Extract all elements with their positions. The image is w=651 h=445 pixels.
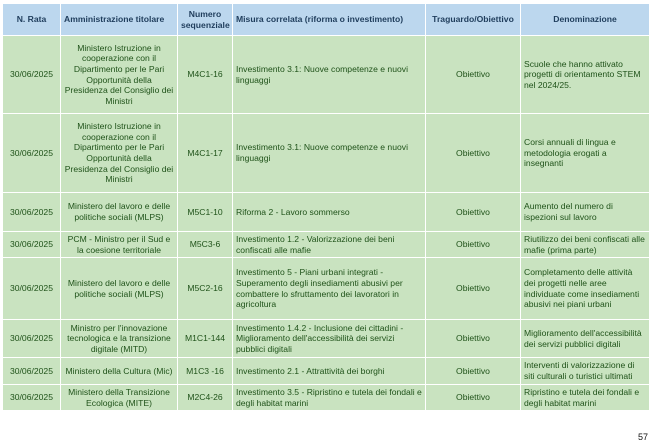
cell-numero: M1C1-144: [178, 320, 233, 358]
cell-numero: M2C4-26: [178, 385, 233, 411]
cell-traguardo: Obiettivo: [426, 114, 521, 193]
cell-amministrazione: Ministero della Transizione Ecologica (MITE): [61, 385, 178, 411]
cell-amministrazione: Ministero del lavoro e delle politiche sociali (MLPS): [61, 193, 178, 232]
cell-denominazione: Corsi annuali di lingua e metodologia erogati a insegnanti: [521, 114, 650, 193]
cell-misura: Riforma 2 - Lavoro sommerso: [233, 193, 426, 232]
cell-traguardo: Obiettivo: [426, 193, 521, 232]
cell-traguardo: Obiettivo: [426, 385, 521, 411]
cell-traguardo: Obiettivo: [426, 320, 521, 358]
cell-numero: M5C2-16: [178, 258, 233, 320]
cell-misura: Investimento 2.1 - Attrattività dei borghi: [233, 358, 426, 385]
cell-numero: M4C1-17: [178, 114, 233, 193]
header-traguardo: Traguardo/Obiettivo: [426, 4, 521, 36]
cell-rata: 30/06/2025: [3, 320, 61, 358]
table-row: [3, 193, 650, 232]
cell-misura: Investimento 3.5 - Ripristino e tutela dei fondali e degli habitat marini: [233, 385, 426, 411]
cell-misura: Investimento 1.2 - Valorizzazione dei beni confiscati alle mafie: [233, 232, 426, 258]
cell-traguardo: Obiettivo: [426, 232, 521, 258]
header-rata: N. Rata: [3, 4, 61, 36]
table-row: [3, 385, 650, 411]
cell-rata: 30/06/2025: [3, 358, 61, 385]
cell-traguardo: Obiettivo: [426, 358, 521, 385]
table-row: [3, 320, 650, 358]
cell-amministrazione: PCM - Ministro per il Sud e la coesione territoriale: [61, 232, 178, 258]
milestones-table: [2, 3, 650, 411]
cell-traguardo: Obiettivo: [426, 36, 521, 114]
cell-denominazione: Riutilizzo dei beni confiscati alle mafie (prima parte): [521, 232, 650, 258]
cell-amministrazione: Ministero Istruzione in cooperazione con il Dipartimento per le Pari Opportunità della Presidenza del Consiglio dei Ministri: [61, 114, 178, 193]
cell-denominazione: Interventi di valorizzazione di siti culturali o turistici ultimati: [521, 358, 650, 385]
page-number: 57: [637, 432, 648, 442]
cell-denominazione: Scuole che hanno attivato progetti di orientamento STEM nel 2024/25.: [521, 36, 650, 114]
header-numero: Numero sequenziale: [178, 4, 233, 36]
cell-denominazione: Ripristino e tutela dei fondali e degli habitat marini: [521, 385, 650, 411]
table-row: [3, 232, 650, 258]
cell-rata: 30/06/2025: [3, 232, 61, 258]
cell-amministrazione: Ministero Istruzione in cooperazione con il Dipartimento per le Pari Opportunità della Presidenza del Consiglio dei Ministri: [61, 36, 178, 114]
cell-denominazione: Completamento delle attività dei progetti nelle aree individuate come insediamenti abusivi nei piani urbani: [521, 258, 650, 320]
cell-numero: M5C3-6: [178, 232, 233, 258]
header-amministrazione: Amministrazione titolare: [61, 4, 178, 36]
cell-amministrazione: Ministero della Cultura (Mic): [61, 358, 178, 385]
table-row: [3, 36, 650, 114]
cell-numero: M1C3 -16: [178, 358, 233, 385]
cell-denominazione: Miglioramento dell'accessibilità dei servizi pubblici digitali: [521, 320, 650, 358]
header-misura: Misura correlata (riforma o investimento): [233, 4, 426, 36]
header-row: [3, 4, 650, 36]
cell-traguardo: Obiettivo: [426, 258, 521, 320]
cell-misura: Investimento 3.1: Nuove competenze e nuovi linguaggi: [233, 36, 426, 114]
cell-rata: 30/06/2025: [3, 193, 61, 232]
header-denominazione: Denominazione: [521, 4, 650, 36]
cell-misura: Investimento 3.1: Nuove competenze e nuovi linguaggi: [233, 114, 426, 193]
cell-denominazione: Aumento del numero di ispezioni sul lavoro: [521, 193, 650, 232]
cell-rata: 30/06/2025: [3, 114, 61, 193]
table-row: [3, 114, 650, 193]
cell-rata: 30/06/2025: [3, 385, 61, 411]
cell-numero: M5C1-10: [178, 193, 233, 232]
cell-misura: Investimento 5 - Piani urbani integrati - Superamento degli insediamenti abusivi per combattere lo sfruttamento dei lavoratori in agricoltura: [233, 258, 426, 320]
cell-rata: 30/06/2025: [3, 36, 61, 114]
cell-rata: 30/06/2025: [3, 258, 61, 320]
table-row: [3, 258, 650, 320]
cell-amministrazione: Ministero del lavoro e delle politiche sociali (MLPS): [61, 258, 178, 320]
cell-numero: M4C1-16: [178, 36, 233, 114]
table-row: [3, 358, 650, 385]
cell-amministrazione: Ministro per l'innovazione tecnologica e la transizione digitale (MITD): [61, 320, 178, 358]
cell-misura: Investimento 1.4.2 - Inclusione dei cittadini - Miglioramento dell'accessibilità dei servizi pubblici digitali: [233, 320, 426, 358]
